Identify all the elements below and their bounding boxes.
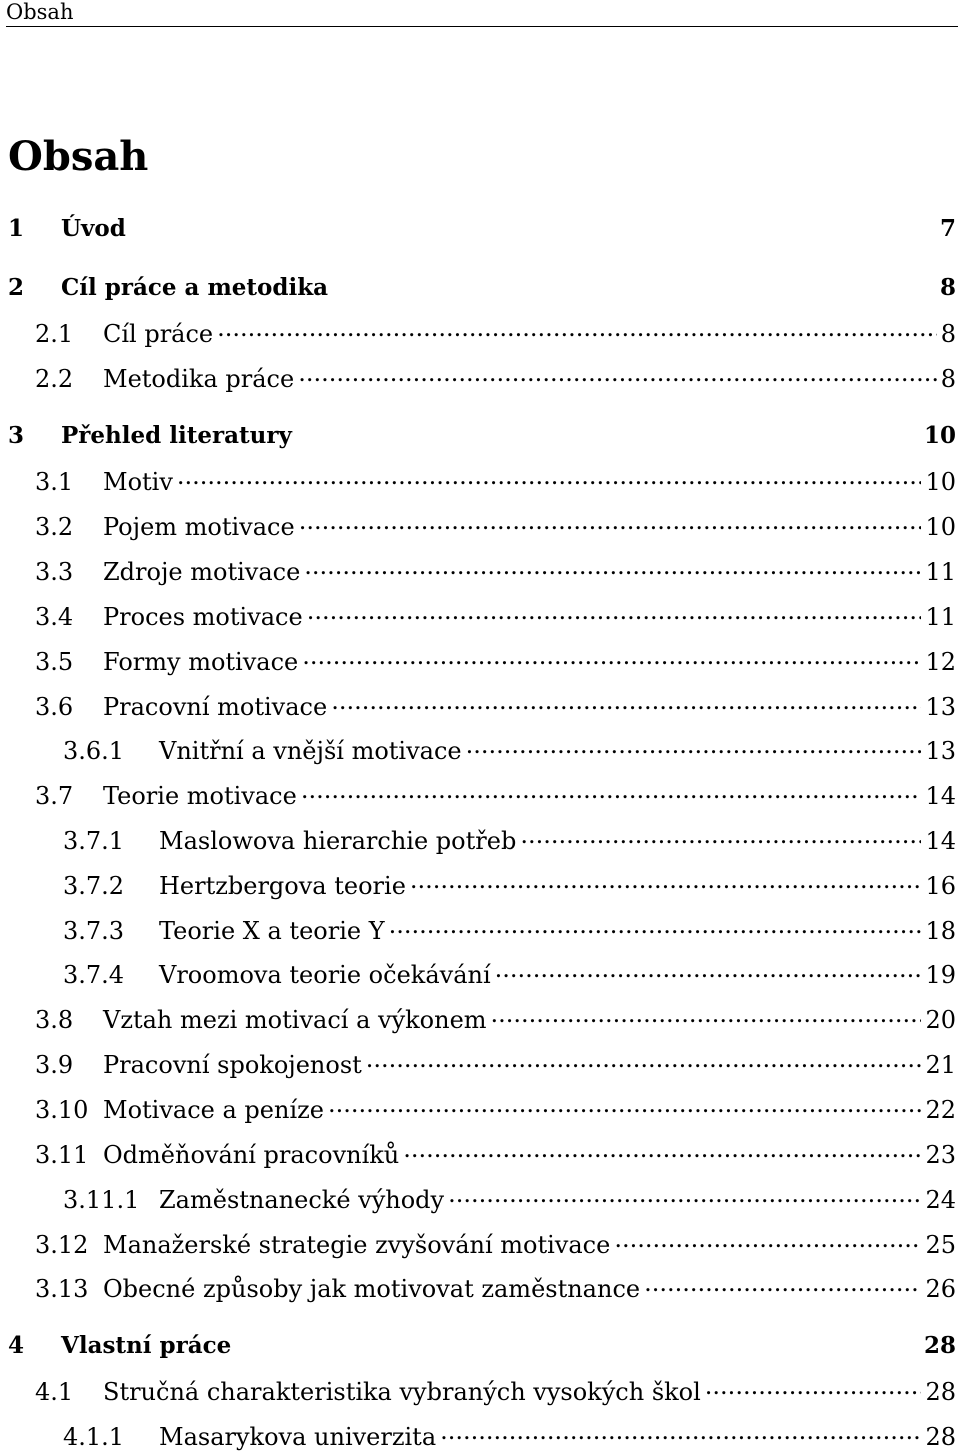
toc-entry-subsection[interactable] — [0, 735, 956, 765]
toc-entry-title: Obecné způsoby jak motivovat zaměstnance — [103, 1275, 641, 1303]
toc-entry-section[interactable] — [0, 601, 956, 631]
toc-entry-title: Vroomova teorie očekávání — [159, 961, 491, 989]
toc-entry-subsection[interactable] — [0, 915, 956, 945]
toc-entry-number: 3.12 — [35, 1231, 89, 1259]
toc-entry-page: 16 — [925, 872, 956, 900]
toc-entry-number: 3.4 — [35, 603, 74, 631]
toc-entry-title: Cíl práce a metodika — [61, 274, 329, 301]
toc-entry-title: Přehled literatury — [61, 422, 292, 449]
toc-entry-page: 11 — [925, 558, 956, 586]
toc-entry-number: 3 — [8, 422, 25, 449]
toc-entry-page: 28 — [925, 1378, 956, 1406]
dot-leader — [644, 1273, 921, 1297]
toc-entry-page: 8 — [939, 274, 956, 301]
dot-leader — [491, 1004, 922, 1028]
toc-entry-page: 13 — [925, 737, 956, 765]
toc-entry-page: 28 — [923, 1332, 956, 1359]
toc-entry-page: 12 — [925, 648, 956, 676]
dot-leader — [331, 691, 921, 715]
dot-leader — [177, 466, 922, 490]
toc-entry-page: 28 — [925, 1423, 956, 1451]
toc-entry-chapter[interactable] — [0, 1332, 956, 1359]
toc-entry-subsection[interactable] — [0, 825, 956, 855]
toc-entry-number: 2.1 — [35, 320, 74, 348]
toc-entry-title: Pracovní motivace — [103, 693, 328, 721]
dot-leader — [448, 1184, 921, 1208]
toc-entry-title: Masarykova univerzita — [159, 1423, 437, 1451]
toc-entry-page: 26 — [925, 1275, 956, 1303]
toc-entry-number: 3.5 — [35, 648, 74, 676]
toc-entry-page: 21 — [925, 1051, 956, 1079]
toc-entry-title: Vztah mezi motivací a výkonem — [103, 1006, 487, 1034]
toc-entry-subsection[interactable] — [0, 1184, 956, 1214]
toc-entry-title: Formy motivace — [103, 648, 299, 676]
toc-entry-subsection[interactable] — [0, 1421, 956, 1451]
toc-entry-number: 3.7.4 — [63, 961, 125, 989]
toc-entry-title: Proces motivace — [103, 603, 303, 631]
toc-entry-number: 2.2 — [35, 365, 74, 393]
toc-entry-title: Zaměstnanecké výhody — [159, 1186, 445, 1214]
toc-entry-title: Maslowova hierarchie potřeb — [159, 827, 517, 855]
toc-entry-title: Zdroje motivace — [103, 558, 301, 586]
dot-leader — [304, 556, 921, 580]
toc-entry-page: 14 — [925, 782, 956, 810]
dot-leader — [301, 780, 922, 804]
dot-leader — [403, 1139, 921, 1163]
toc-entry-title: Pracovní spokojenost — [103, 1051, 362, 1079]
toc-entry-number: 3.7.3 — [63, 917, 125, 945]
dot-leader — [466, 735, 922, 759]
toc-entry-page: 23 — [925, 1141, 956, 1169]
toc-entry-section[interactable] — [0, 780, 956, 810]
toc-entry-title: Teorie X a teorie Y — [159, 917, 385, 945]
toc-entry-chapter[interactable] — [0, 422, 956, 449]
toc-entry-number: 3.2 — [35, 513, 74, 541]
toc-entry-title: Cíl práce — [103, 320, 214, 348]
toc-entry-page: 10 — [925, 468, 956, 496]
dot-leader — [298, 363, 937, 387]
toc-entry-section[interactable] — [0, 1139, 956, 1169]
dot-leader — [440, 1421, 921, 1445]
toc-entry-number: 3.1 — [35, 468, 74, 496]
toc-entry-page: 10 — [925, 513, 956, 541]
toc-entry-page: 25 — [925, 1231, 956, 1259]
dot-leader — [389, 915, 922, 939]
toc-entry-number: 3.6 — [35, 693, 74, 721]
toc-entry-number: 3.9 — [35, 1051, 74, 1079]
dot-leader — [520, 825, 921, 849]
toc-entry-page: 19 — [925, 961, 956, 989]
toc-entry-section[interactable] — [0, 1273, 956, 1303]
toc-entry-subsection[interactable] — [0, 870, 956, 900]
toc-entry-number: 3.11.1 — [63, 1186, 140, 1214]
toc-entry-section[interactable] — [0, 556, 956, 586]
toc-entry-number: 3.13 — [35, 1275, 89, 1303]
toc-entry-section[interactable] — [0, 1094, 956, 1124]
dot-leader — [328, 1094, 921, 1118]
toc-entry-title: Manažerské strategie zvyšování motivace — [103, 1231, 611, 1259]
toc-entry-number: 3.7.1 — [63, 827, 125, 855]
toc-entry-section[interactable] — [0, 646, 956, 676]
toc-entry-number: 2 — [8, 274, 25, 301]
toc-entry-title: Odměňování pracovníků — [103, 1141, 400, 1169]
toc-entry-chapter[interactable] — [0, 274, 956, 301]
toc-entry-page: 11 — [925, 603, 956, 631]
toc-entry-number: 3.6.1 — [63, 737, 125, 765]
toc-entry-section[interactable] — [0, 1004, 956, 1034]
dot-leader — [302, 646, 921, 670]
dot-leader — [307, 601, 922, 625]
toc-entry-number: 1 — [8, 215, 25, 242]
toc-entry-title: Motiv — [103, 468, 173, 496]
toc-entry-number: 3.7.2 — [63, 872, 125, 900]
toc-entry-title: Úvod — [61, 215, 126, 242]
toc-entry-section[interactable] — [0, 511, 956, 541]
toc-entry-title: Hertzbergova teorie — [159, 872, 406, 900]
toc-entry-page: 24 — [925, 1186, 956, 1214]
toc-entry-number: 3.7 — [35, 782, 74, 810]
dot-leader — [299, 511, 922, 535]
header-rule — [6, 26, 958, 27]
dot-leader — [705, 1376, 922, 1400]
toc-title: Obsah — [8, 133, 149, 180]
toc-entry-number: 3.8 — [35, 1006, 74, 1034]
toc-entry-number: 4.1 — [35, 1378, 74, 1406]
toc-entry-number: 3.3 — [35, 558, 74, 586]
toc-entry-number: 4 — [8, 1332, 25, 1359]
toc-entry-page: 7 — [939, 215, 956, 242]
toc-entry-section[interactable] — [0, 691, 956, 721]
running-header: Obsah — [6, 0, 74, 24]
toc-entry-subsection[interactable] — [0, 959, 956, 989]
dot-leader — [495, 959, 922, 983]
toc-entry-page: 8 — [940, 320, 956, 348]
toc-entry-section[interactable] — [0, 1049, 956, 1079]
toc-entry-page: 13 — [925, 693, 956, 721]
toc-entry-title: Vnitřní a vnější motivace — [159, 737, 462, 765]
dot-leader — [217, 318, 937, 342]
toc-entry-page: 22 — [925, 1096, 956, 1124]
toc-entry-section[interactable] — [0, 1376, 956, 1406]
toc-entry-page: 10 — [923, 422, 956, 449]
toc-entry-section[interactable] — [0, 1229, 956, 1259]
toc-entry-page: 18 — [925, 917, 956, 945]
dot-leader — [410, 870, 922, 894]
toc-entry-number: 3.11 — [35, 1141, 89, 1169]
dot-leader — [366, 1049, 922, 1073]
toc-entry-page: 20 — [925, 1006, 956, 1034]
toc-entry-page: 14 — [925, 827, 956, 855]
toc-entry-title: Stručná charakteristika vybraných vysokých škol — [103, 1378, 701, 1406]
toc-entry-title: Pojem motivace — [103, 513, 295, 541]
toc-entry-title: Vlastní práce — [61, 1332, 232, 1359]
toc-entry-section[interactable] — [0, 466, 956, 496]
toc-entry-title: Metodika práce — [103, 365, 295, 393]
toc-entry-section[interactable] — [0, 318, 956, 348]
dot-leader — [614, 1229, 921, 1253]
toc-entry-number: 3.10 — [35, 1096, 89, 1124]
toc-entry-title: Teorie motivace — [103, 782, 297, 810]
toc-entry-number: 4.1.1 — [63, 1423, 125, 1451]
toc-entry-title: Motivace a peníze — [103, 1096, 324, 1124]
toc-entry-chapter[interactable] — [0, 215, 956, 242]
toc-entry-page: 8 — [940, 365, 956, 393]
toc-entry-section[interactable] — [0, 363, 956, 393]
